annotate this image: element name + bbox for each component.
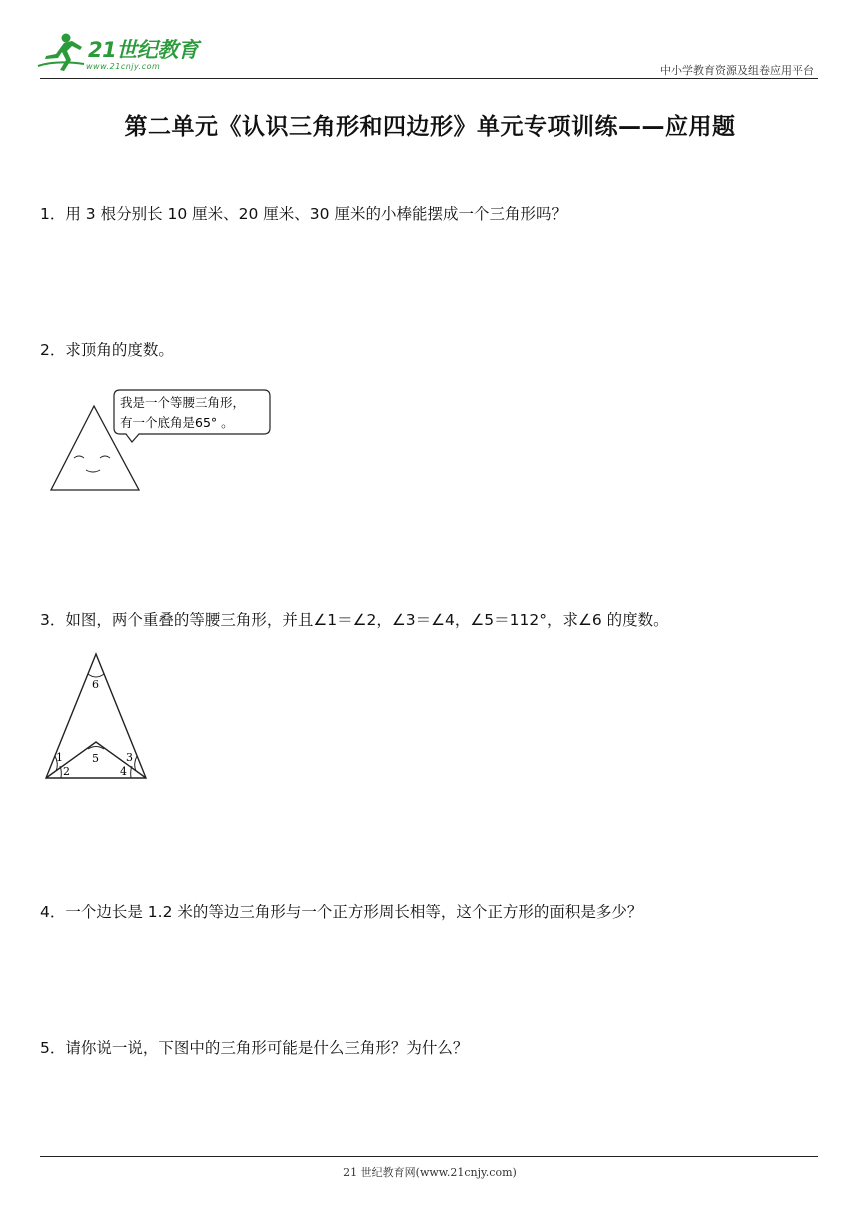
angle-label-2: 2 xyxy=(63,765,70,778)
question-3: 3．如图，两个重叠的等腰三角形，并且∠1＝∠2，∠3＝∠4，∠5＝112°，求∠6 的度数。 xyxy=(40,611,669,629)
logo-url: www.21cnjy.com xyxy=(86,62,161,71)
angle-label-6: 6 xyxy=(92,678,99,691)
question-1: 1．用 3 根分别长 10 厘米、20 厘米、30 厘米的小棒能摆成一个三角形吗？ xyxy=(40,205,567,223)
logo-text: 21世纪教育 xyxy=(88,38,199,62)
runner-logo-icon xyxy=(36,30,86,76)
question-2: 2．求顶角的度数。 xyxy=(40,341,174,359)
header-divider xyxy=(40,78,818,79)
page-title: 第二单元《认识三角形和四边形》单元专项训练——应用题 xyxy=(124,114,736,140)
angle-label-1: 1 xyxy=(56,751,63,764)
logo xyxy=(36,30,206,80)
platform-name: 中小学教育资源及组卷应用平台 xyxy=(660,64,814,77)
bubble-line-1: 我是一个等腰三角形， xyxy=(120,395,246,410)
page-footer: 21 世纪教育网(www.21cnjy.com) xyxy=(343,1166,517,1179)
angle-label-4: 4 xyxy=(120,765,127,778)
page-header xyxy=(0,0,860,80)
angle-label-3: 3 xyxy=(126,751,133,764)
question-5: 5．请你说一说，下图中的三角形可能是什么三角形？为什么？ xyxy=(40,1039,469,1057)
question-4: 4．一个边长是 1.2 米的等边三角形与一个正方形周长相等，这个正方形的面积是多少？ xyxy=(40,903,643,921)
bubble-line-2: 有一个底角是65° 。 xyxy=(120,415,234,430)
footer-divider xyxy=(40,1156,818,1157)
isosceles-triangle-figure xyxy=(46,384,278,496)
angle-label-5: 5 xyxy=(92,752,99,765)
overlapping-triangles-figure xyxy=(42,650,150,782)
